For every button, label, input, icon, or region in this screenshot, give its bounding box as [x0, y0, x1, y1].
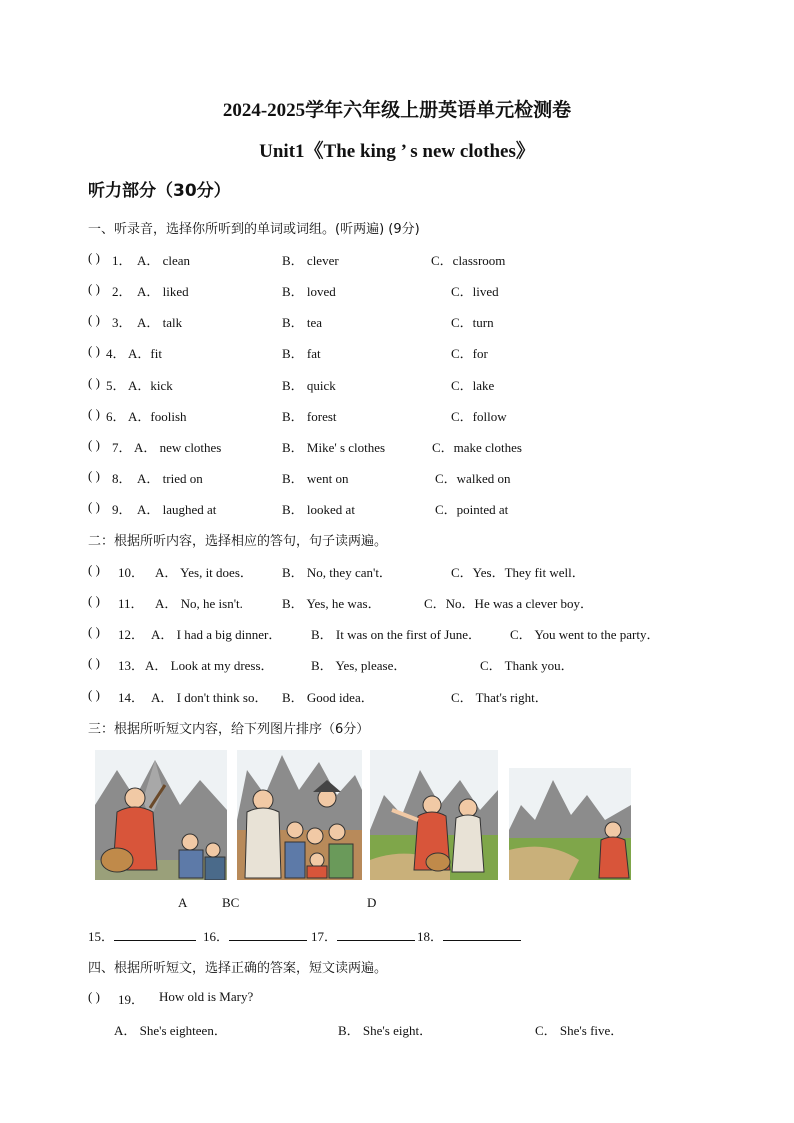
question-number: 9． [112, 502, 132, 517]
blank-number: 18． [417, 929, 444, 944]
question-row-6 [0, 406, 794, 426]
question-number: 12． [118, 627, 145, 642]
answer-paren[interactable]: ( ) [88, 562, 100, 577]
answer-paren[interactable]: ( ) [88, 312, 100, 327]
question-number: 5． [106, 378, 126, 393]
answer-paren[interactable]: ( ) [88, 989, 100, 1004]
answer-paren[interactable]: ( ) [88, 624, 100, 639]
question-row-19 [0, 989, 794, 1009]
question-number: 4． [106, 346, 126, 361]
option-c: C．make clothes [432, 440, 522, 455]
picture-letter-bc: BC [222, 895, 240, 910]
option-c: C．lake [451, 378, 495, 393]
option-b: B． went on [282, 471, 349, 486]
option-a: A． She's eighteen． [114, 1023, 227, 1038]
answer-paren[interactable]: ( ) [88, 250, 100, 265]
option-a: A． clean [137, 253, 191, 268]
picture-letter-d: D [367, 895, 377, 910]
picture-letter-a: A [178, 895, 188, 910]
question-row-11 [0, 593, 794, 613]
question-row-8 [0, 468, 794, 488]
story-picture-c [370, 750, 498, 880]
option-c: C． She's five． [535, 1023, 624, 1038]
option-b: B． Good idea． [282, 690, 374, 705]
option-a: A． Look at my dress． [145, 658, 274, 673]
option-a: A． Yes, it does． [155, 565, 253, 580]
question-row-13 [0, 655, 794, 675]
answer-paren[interactable]: ( ) [88, 468, 100, 483]
option-c: C．follow [451, 409, 507, 424]
story-picture-d [509, 750, 631, 880]
blank-line[interactable] [443, 927, 521, 941]
answer-paren[interactable]: ( ) [88, 593, 100, 608]
option-a: A． talk [137, 315, 183, 330]
option-b: B． No, they can't． [282, 565, 392, 580]
option-c: C．No．He was a clever boy． [424, 596, 593, 611]
part4-heading: 四、根据所听短文，选择正确的答案，短文读两遍。 [88, 961, 388, 976]
option-b: B． It was on the first of June． [311, 627, 482, 642]
question-row-12 [0, 624, 794, 644]
answer-paren[interactable]: ( ) [88, 687, 100, 702]
question-text: How old is Mary? [159, 989, 254, 1004]
question-row-9 [0, 499, 794, 519]
option-b: B． Yes, please． [311, 658, 407, 673]
question-number: 10． [118, 565, 145, 580]
question-19-options [0, 1020, 794, 1040]
answer-paren[interactable]: ( ) [88, 343, 100, 358]
question-number: 6． [106, 409, 126, 424]
story-picture-a [95, 750, 227, 880]
question-row-1 [0, 250, 794, 270]
part1-heading: 一、听录音，选择你所听到的单词或词组。(听两遍) (9分) [88, 222, 420, 237]
option-c: C． You went to the party． [510, 627, 660, 642]
option-a: A． I had a big dinner． [151, 627, 282, 642]
question-number: 1． [112, 253, 132, 268]
option-a: A． liked [137, 284, 189, 299]
option-c: C．turn [451, 315, 494, 330]
blank-number: 15． [88, 929, 115, 944]
option-a: A．foolish [128, 409, 187, 424]
question-row-4 [0, 343, 794, 363]
listening-section-label: 听力部分（30分） [88, 181, 231, 201]
option-a: A．fit [128, 346, 162, 361]
option-a: A．kick [128, 378, 173, 393]
option-a: A． No, he isn't. [155, 596, 243, 611]
question-row-14 [0, 687, 794, 707]
answer-paren[interactable]: ( ) [88, 499, 100, 514]
part3-heading: 三：根据所听短文内容，给下列图片排序（6分） [88, 722, 370, 737]
option-b: B． loved [282, 284, 336, 299]
answer-paren[interactable]: ( ) [88, 406, 100, 421]
question-number: 11． [118, 596, 144, 611]
question-number: 7． [112, 440, 132, 455]
question-row-7 [0, 437, 794, 457]
exam-subtitle: Unit1《The king ’ s new clothes》 [259, 141, 535, 162]
story-picture-b [237, 750, 362, 880]
option-b: B． looked at [282, 502, 355, 517]
part2-heading: 二：根据所听内容，选择相应的答句，句子读两遍。 [88, 534, 388, 549]
option-a: A． laughed at [137, 502, 217, 517]
option-b: B． She's eight． [338, 1023, 433, 1038]
option-c: C．for [451, 346, 488, 361]
question-number: 3． [112, 315, 132, 330]
option-c: C．pointed at [435, 502, 509, 517]
answer-paren[interactable]: ( ) [88, 281, 100, 296]
option-c: C．classroom [431, 253, 506, 268]
option-b: B． tea [282, 315, 323, 330]
option-b: B． Mike' s clothes [282, 440, 386, 455]
question-row-3 [0, 312, 794, 332]
blank-line[interactable] [229, 927, 307, 941]
option-b: B． fat [282, 346, 321, 361]
question-number: 8． [112, 471, 132, 486]
option-c: C． That's right． [451, 690, 548, 705]
answer-blank-15[interactable] [88, 926, 196, 945]
question-number: 2． [112, 284, 132, 299]
answer-paren[interactable]: ( ) [88, 655, 100, 670]
question-number: 13． [118, 658, 145, 673]
blank-number: 16． [203, 929, 230, 944]
answer-paren[interactable]: ( ) [88, 375, 100, 390]
blank-line[interactable] [337, 927, 415, 941]
option-c: C．walked on [435, 471, 511, 486]
option-a: A． new clothes [134, 440, 222, 455]
blank-number: 17． [311, 929, 338, 944]
option-a: A． tried on [137, 471, 203, 486]
option-b: B． Yes, he was． [282, 596, 381, 611]
question-row-2 [0, 281, 794, 301]
option-a: A． I don't think so． [151, 690, 268, 705]
option-c: C．lived [451, 284, 499, 299]
option-b: B． quick [282, 378, 336, 393]
answer-blank-18[interactable] [417, 926, 521, 945]
question-number: 14． [118, 690, 145, 705]
option-b: B． clever [282, 253, 339, 268]
option-c: C．Yes．They fit well． [451, 565, 585, 580]
blank-line[interactable] [114, 927, 196, 941]
exam-title: 2024-2025学年六年级上册英语单元检测卷 [222, 100, 572, 121]
question-number: 19． [118, 992, 145, 1007]
option-c: C． Thank you． [480, 658, 574, 673]
answer-paren[interactable]: ( ) [88, 437, 100, 452]
option-b: B． forest [282, 409, 337, 424]
answer-blank-16[interactable] [203, 926, 307, 945]
answer-blank-17[interactable] [311, 926, 415, 945]
question-row-5 [0, 375, 794, 395]
question-row-10 [0, 562, 794, 582]
